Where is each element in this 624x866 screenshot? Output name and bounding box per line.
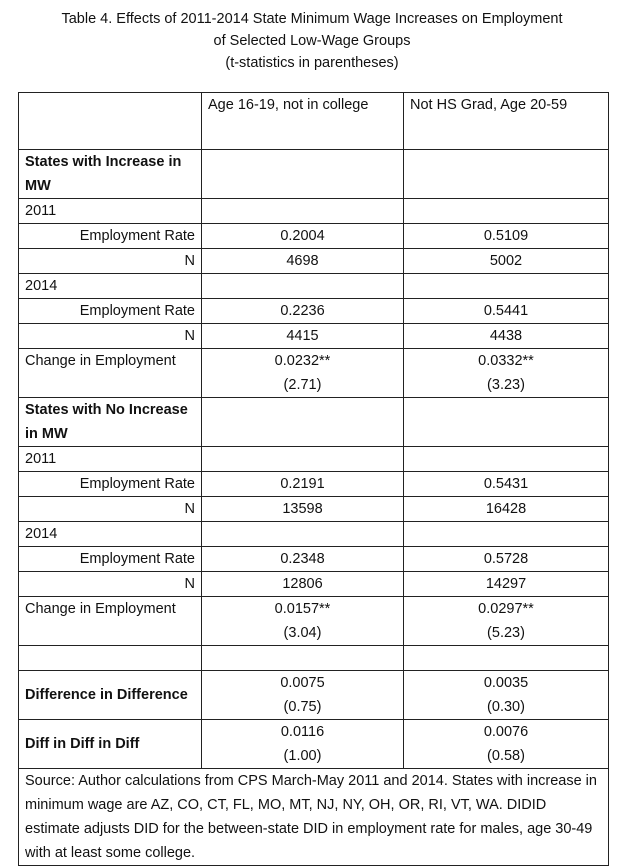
row-label xyxy=(19,646,202,671)
cell-value: 0.5441 xyxy=(483,303,529,319)
cell-age-16-19 xyxy=(202,597,404,646)
row-label: Diff in Diff in Diff xyxy=(19,720,202,769)
cell-age-16-19 xyxy=(202,472,404,497)
title-line-3: (t-statistics in parentheses) xyxy=(225,55,399,71)
cell-value: 0.2004 xyxy=(280,228,325,244)
row-label: 2011 xyxy=(19,447,202,472)
table-row xyxy=(19,547,609,572)
t-statistic: (1.00) xyxy=(283,748,322,764)
header-cell-age-16-19: Age 16-19, not in college xyxy=(202,93,404,150)
cell-value: 0.0232** xyxy=(274,353,331,369)
cell-value: 0.0075 xyxy=(280,675,325,691)
cell-age-16-19 xyxy=(202,497,404,522)
cell-value: 0.0297** xyxy=(478,601,534,617)
cell-age-16-19 xyxy=(202,720,404,769)
row-label: N xyxy=(19,249,202,274)
cell-not-hs-grad xyxy=(404,472,609,497)
table-row xyxy=(19,150,609,199)
cell-age-16-19 xyxy=(202,671,404,720)
t-statistic: (3.23) xyxy=(487,377,525,393)
table-row xyxy=(19,671,609,720)
cell-not-hs-grad xyxy=(404,572,609,597)
table-row xyxy=(19,522,609,547)
row-label: N xyxy=(19,324,202,349)
cell-not-hs-grad xyxy=(404,324,609,349)
row-label: 2014 xyxy=(19,522,202,547)
cell-not-hs-grad xyxy=(404,447,609,472)
cell-not-hs-grad xyxy=(404,720,609,769)
table-row xyxy=(19,597,609,646)
row-label: States with No Increase in MW xyxy=(19,398,202,447)
cell-value: 5002 xyxy=(489,253,523,269)
cell-value: 0.0116 xyxy=(280,724,325,740)
t-statistic: (5.23) xyxy=(487,625,525,641)
cell-not-hs-grad xyxy=(404,597,609,646)
cell-value: 0.5431 xyxy=(483,476,529,492)
cell-age-16-19 xyxy=(202,224,404,249)
cell-value: 0.2191 xyxy=(280,476,325,492)
table-row xyxy=(19,324,609,349)
cell-age-16-19 xyxy=(202,447,404,472)
header-row xyxy=(19,93,609,150)
cell-age-16-19 xyxy=(202,547,404,572)
title-line-1: Table 4. Effects of 2011-2014 State Minimum Wage Increases on Employment xyxy=(61,11,563,27)
table-row xyxy=(19,398,609,447)
row-label: N xyxy=(19,572,202,597)
table-row xyxy=(19,224,609,249)
cell-value: 0.5109 xyxy=(483,228,529,244)
row-label: N xyxy=(19,497,202,522)
table-row xyxy=(19,299,609,324)
cell-age-16-19 xyxy=(202,199,404,224)
table-row xyxy=(19,349,609,398)
table-title xyxy=(0,8,624,74)
cell-value: 0.0035 xyxy=(483,675,529,691)
cell-value: 14297 xyxy=(485,576,527,592)
row-label: Change in Employment xyxy=(19,597,202,646)
cell-not-hs-grad xyxy=(404,547,609,572)
cell-not-hs-grad xyxy=(404,299,609,324)
header-cell-not-hs-grad: Not HS Grad, Age 20-59 xyxy=(404,93,609,150)
cell-not-hs-grad xyxy=(404,249,609,274)
cell-value: 0.0076 xyxy=(483,724,529,740)
cell-not-hs-grad xyxy=(404,497,609,522)
cell-not-hs-grad xyxy=(404,199,609,224)
header-cell-empty xyxy=(19,93,202,150)
cell-not-hs-grad xyxy=(404,274,609,299)
cell-age-16-19 xyxy=(202,349,404,398)
cell-value: 0.2236 xyxy=(280,303,325,319)
cell-age-16-19 xyxy=(202,646,404,671)
cell-value: 4698 xyxy=(286,253,319,269)
table-row xyxy=(19,720,609,769)
cell-value: 12806 xyxy=(282,576,323,592)
table-row xyxy=(19,249,609,274)
cell-value: 13598 xyxy=(282,501,323,517)
cell-not-hs-grad xyxy=(404,224,609,249)
cell-not-hs-grad xyxy=(404,349,609,398)
cell-value: 4438 xyxy=(489,328,523,344)
cell-value: 0.0332** xyxy=(478,353,534,369)
cell-value: 0.5728 xyxy=(483,551,529,567)
t-statistic: (0.30) xyxy=(487,699,525,715)
row-label: Change in Employment xyxy=(19,349,202,398)
row-label: Employment Rate xyxy=(19,224,202,249)
cell-value: 16428 xyxy=(485,501,527,517)
t-statistic: (0.58) xyxy=(487,748,525,764)
cell-age-16-19 xyxy=(202,572,404,597)
cell-age-16-19 xyxy=(202,398,404,447)
cell-age-16-19 xyxy=(202,522,404,547)
row-label: 2014 xyxy=(19,274,202,299)
title-line-2: of Selected Low-Wage Groups xyxy=(213,33,411,49)
cell-not-hs-grad xyxy=(404,150,609,199)
cell-age-16-19 xyxy=(202,299,404,324)
t-statistic: (2.71) xyxy=(283,377,322,393)
results-table xyxy=(18,92,609,866)
table-row xyxy=(19,572,609,597)
table-row xyxy=(19,199,609,224)
cell-age-16-19 xyxy=(202,249,404,274)
cell-not-hs-grad xyxy=(404,522,609,547)
table-row xyxy=(19,646,609,671)
table-row xyxy=(19,497,609,522)
cell-value: 4415 xyxy=(286,328,319,344)
t-statistic: (3.04) xyxy=(283,625,322,641)
table-row xyxy=(19,447,609,472)
table-row xyxy=(19,274,609,299)
cell-age-16-19 xyxy=(202,324,404,349)
cell-age-16-19 xyxy=(202,274,404,299)
cell-value: 0.0157** xyxy=(274,601,331,617)
row-label: Employment Rate xyxy=(19,547,202,572)
row-label: Employment Rate xyxy=(19,299,202,324)
cell-not-hs-grad xyxy=(404,398,609,447)
cell-value: 0.2348 xyxy=(280,551,325,567)
row-label: Employment Rate xyxy=(19,472,202,497)
table-row xyxy=(19,472,609,497)
row-label: Difference in Difference xyxy=(19,671,202,720)
cell-not-hs-grad xyxy=(404,646,609,671)
source-row xyxy=(19,769,609,866)
row-label: 2011 xyxy=(19,199,202,224)
source-note: Source: Author calculations from CPS March-May 2011 and 2014. States with increase in minimum wage are AZ, CO, CT, FL, MO, MT, NJ, NY, OH, OR, RI, VT, WA. DIDID estimate adjusts DID for the between-state DID in employment rate for males, age 30-49 with at least some college. xyxy=(19,769,609,866)
cell-age-16-19 xyxy=(202,150,404,199)
t-statistic: (0.75) xyxy=(283,699,322,715)
cell-not-hs-grad xyxy=(404,671,609,720)
row-label: States with Increase in MW xyxy=(19,150,202,199)
